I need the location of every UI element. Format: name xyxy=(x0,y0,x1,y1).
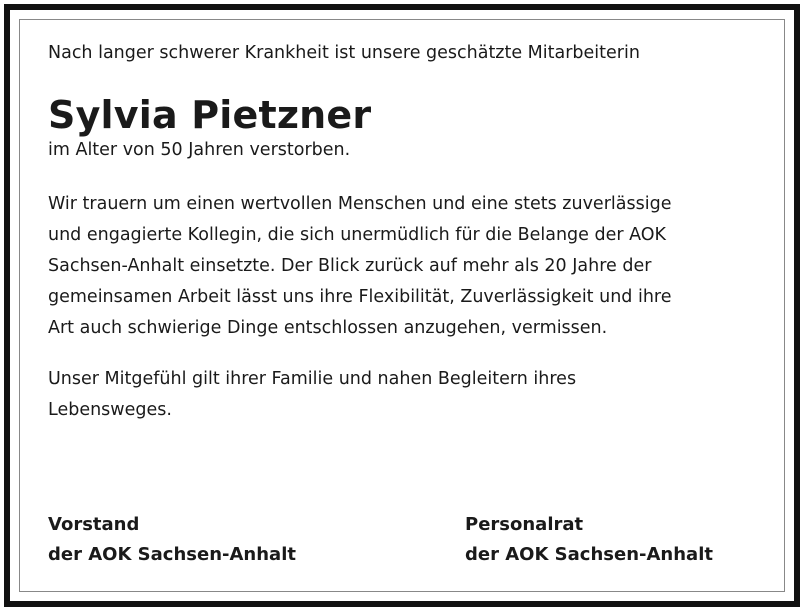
condolence-line: Lebensweges. xyxy=(48,400,172,420)
tribute-line: Art auch schwierige Dinge entschlossen anzugehen, vermissen. xyxy=(48,318,608,338)
tribute-line: Sachsen-Anhalt einsetzte. Der Blick zurück auf mehr als 20 Jahre der xyxy=(48,256,652,276)
tribute-line: Wir trauern um einen wertvollen Menschen und eine stets zuverlässige xyxy=(48,194,672,214)
tribute-line: gemeinsamen Arbeit lässt uns ihre Flexibilität, Zuverlässigkeit und ihre xyxy=(48,287,672,307)
signature-board xyxy=(48,510,296,570)
signature-staff-council xyxy=(465,510,713,570)
signature-title: Personalrat xyxy=(465,514,584,535)
condolence-paragraph xyxy=(48,364,748,426)
deceased-name: Sylvia Pietzner xyxy=(48,93,372,137)
condolence-line: Unser Mitgefühl gilt ihrer Familie und nahen Begleitern ihres xyxy=(48,369,577,389)
signature-org: der AOK Sachsen-Anhalt xyxy=(465,544,713,565)
signature-org: der AOK Sachsen-Anhalt xyxy=(48,544,296,565)
age-line: im Alter von 50 Jahren verstorben. xyxy=(48,140,351,160)
obituary-body xyxy=(48,40,748,426)
signature-title: Vorstand xyxy=(48,514,140,535)
tribute-paragraph xyxy=(48,189,748,344)
intro-text: Nach langer schwerer Krankheit ist unsere geschätzte Mitarbeiterin xyxy=(48,43,640,63)
tribute-line: und engagierte Kollegin, die sich unermüdlich für die Belange der AOK xyxy=(48,225,667,245)
